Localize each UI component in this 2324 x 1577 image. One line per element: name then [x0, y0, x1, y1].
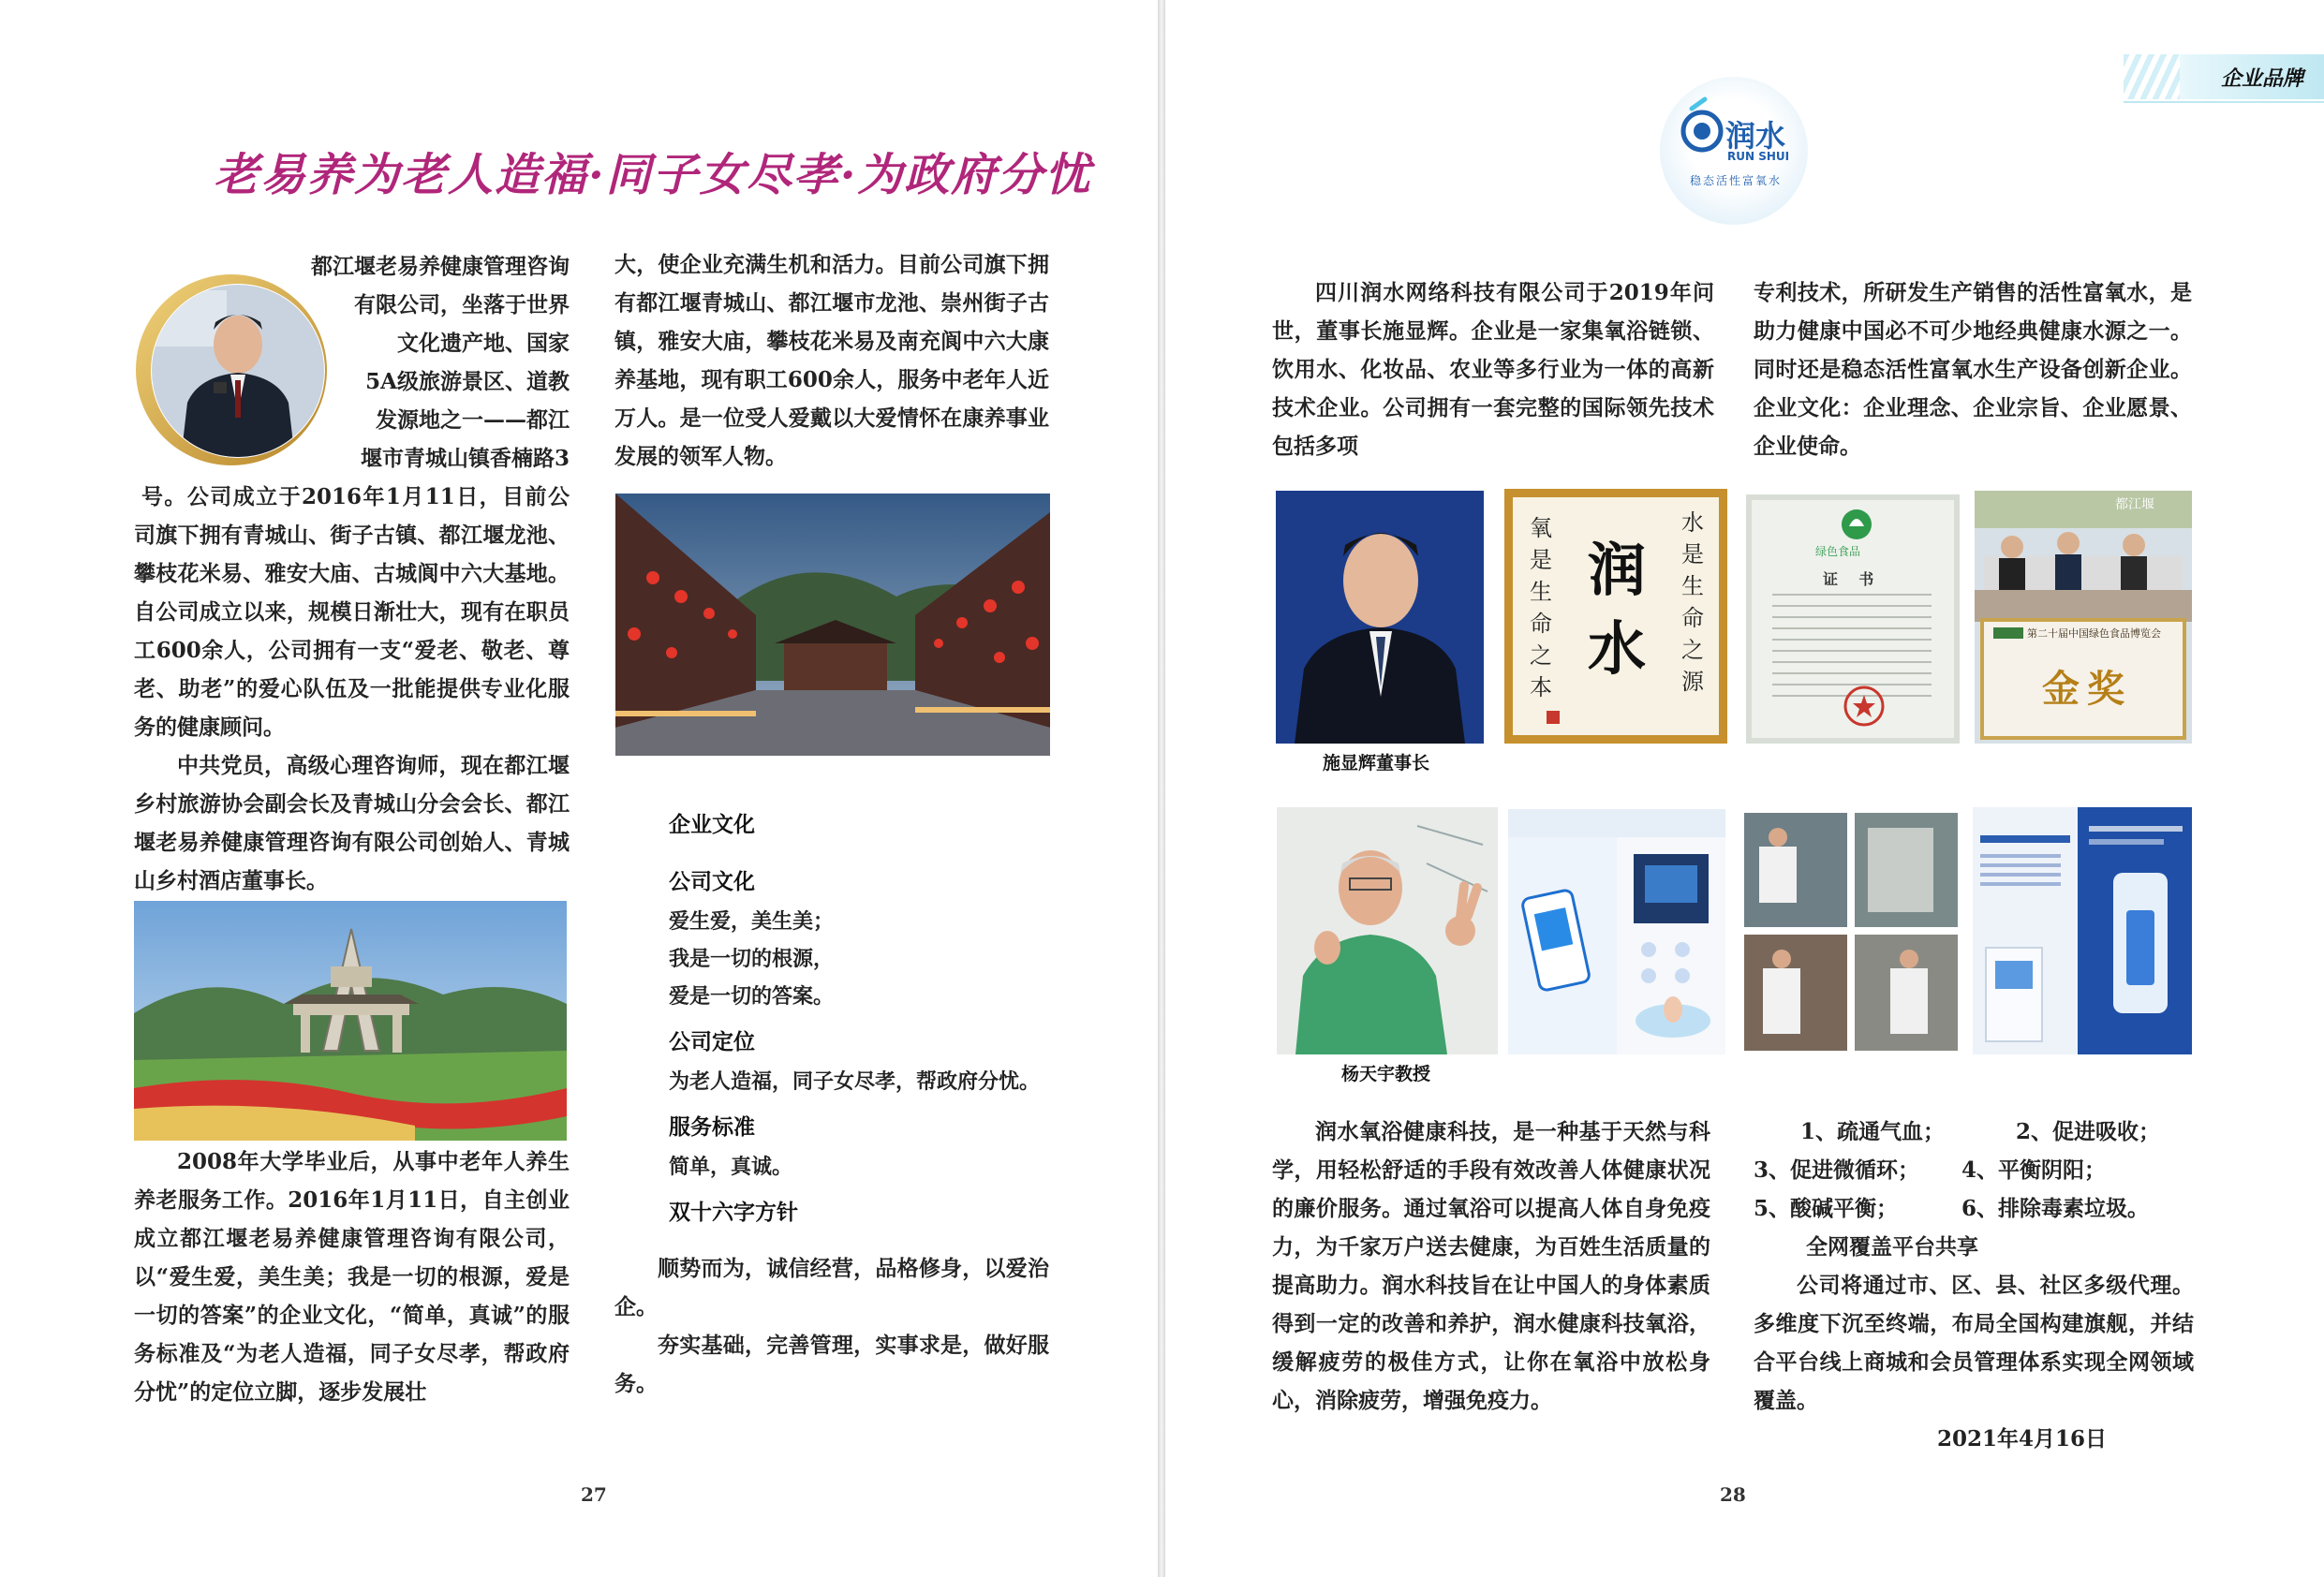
award-prize: 金奖 [2042, 667, 2132, 711]
green-food-certificate [1746, 494, 1960, 744]
section-badge-label: 企业品牌 [2220, 66, 2303, 91]
runshui-intro-text-2: 专利技术，所研发生产销售的活性富氧水，是助力健康中国必不可少地经典健康水源之一。同时还是稳态活性富氧水生产设备创新企业。企业文化：企业理念、企业宗旨、企业愿景、企业使命。 [1754, 280, 2192, 459]
logo-latin: RUN SHUI [1727, 150, 1790, 163]
professor-photo [1277, 807, 1498, 1054]
cert-body [1772, 594, 1932, 697]
page-title: 老易养为老人造福·同子女尽孝·为政府分忧 [214, 149, 1092, 201]
issue-date: 2021年4月16日 [1937, 1426, 2108, 1452]
culture-s3-title: 服务标准 [669, 1114, 755, 1140]
award-sign: 都江堰 [2115, 497, 2154, 512]
intro-line: 文化遗产地、国家 [397, 331, 570, 356]
company-paragraph [134, 478, 570, 900]
career-paragraph-text: 2008年大学毕业后，从事中老年人养生养老服务工作。2016年1月11日，自主创业成立都江堰老易养健康管理咨询有限公司，以“爱生爱，美生美；我是一切的根源，爱是一切的答案”的企业文化，“简单，真诚”的服务标准及“为老人造福，同子女尽孝，帮政府分忧”的定位立脚，逐步发展壮 [134, 1149, 570, 1405]
calligraphy-scroll [1513, 497, 1719, 735]
policy-line-1: 顺势而为，诚信经营，品格修身，以爱治企。 [614, 1256, 1049, 1319]
green-food-icon [1838, 506, 1875, 543]
chairman-photo [1276, 491, 1484, 744]
oxygen-bath-paragraph [1272, 1113, 1710, 1420]
intro-line: 5A级旅游景区、道教 [365, 369, 570, 394]
intro-line: 有限公司，坐落于世界 [354, 292, 570, 317]
left-page [0, 0, 1158, 1577]
section-badge [2124, 54, 2324, 99]
benefit-item: 1、疏通气血； [1800, 1119, 1946, 1144]
culture-s1-line: 我是一切的根源， [669, 947, 835, 971]
runshui-intro-col2 [1754, 273, 2192, 465]
benefits-row [1754, 1151, 2194, 1189]
award-photo [1975, 491, 2192, 744]
professor-caption: 杨天宇教授 [1341, 1064, 1431, 1084]
award-banner: 第二十届中国绿色食品博览会 [2027, 627, 2161, 640]
policy-text [614, 1249, 1049, 1403]
book-spine [1158, 0, 1165, 1577]
intro-line: 发源地之一——都江 [376, 407, 570, 433]
cert-title: 证 书 [1823, 570, 1874, 588]
growth-paragraph-text: 大，使企业充满生机和活力。目前公司旗下拥有都江堰青城山、都江堰市龙池、崇州街子古镇，雅安大庙，攀枝花米易及南充阆中六大康养基地，现有职工600余人，服务中老年人近万人。是一位受人爱戴以大爱情怀在康养事业发展的领军人物。 [614, 252, 1049, 469]
career-paragraph [134, 1142, 570, 1411]
calligraphy-right: 水是生命之源 [1681, 509, 1704, 695]
runshui-intro-text-1: 四川润水网络科技有限公司于2019年问世，董事长施显辉。企业是一家集氧浴链锁、饮用水、化妆品、农业等多行业为一体的高新技术企业。公司拥有一套完整的国际领先技术包括多项 [1272, 280, 1714, 459]
calligraphy-center: 润水 [1587, 536, 1646, 683]
page-number-right: 28 [1720, 1483, 1746, 1506]
intro-block [244, 247, 570, 478]
benefits-row [1754, 1113, 2194, 1151]
platform-title: 全网覆盖平台共享 [1806, 1234, 1978, 1260]
cert-logo-text: 绿色食品 [1815, 545, 1861, 558]
culture-s2-line: 为老人造福，同子女尽孝，帮政府分忧。 [669, 1069, 1041, 1094]
intro-line: 堰市青城山镇香楠路3 [360, 446, 570, 471]
benefit-item: 4、平衡阴阳； [1961, 1157, 2107, 1183]
culture-s1-line: 爱是一切的答案。 [669, 984, 835, 1009]
benefit-item: 6、排除毒素垃圾。 [1961, 1196, 2150, 1221]
growth-paragraph [614, 245, 1049, 476]
page-number-left: 27 [581, 1483, 607, 1506]
badge-stripes [2124, 54, 2180, 99]
calligraphy-frame [1504, 489, 1727, 744]
benefit-item: 2、促进吸收； [2016, 1119, 2161, 1144]
lab-photo-collage [1740, 809, 1961, 1054]
founder-bio: 中共党员，高级心理咨询师，现在都江堰乡村旅游协会副会长及青城山分会会长、都江堰老易养健康管理咨询有限公司创始人、青城山乡村酒店董事长。 [134, 753, 570, 893]
runshui-logo [1660, 77, 1808, 225]
badge-rule [2124, 101, 2324, 103]
app-brochure [1508, 809, 1725, 1054]
chairman-caption: 施显辉董事长 [1323, 753, 1430, 774]
culture-heading: 企业文化 [669, 812, 755, 837]
runshui-intro-col1 [1272, 273, 1714, 465]
benefit-item: 3、促进微循环； [1754, 1157, 1920, 1183]
policy-line-2: 夯实基础，完善管理，实事求是，做好服务。 [614, 1333, 1049, 1396]
culture-s3-line: 简单，真诚。 [669, 1155, 793, 1179]
benefit-item: 5、酸碱平衡； [1754, 1196, 1899, 1221]
culture-s4-title: 双十六字方针 [669, 1200, 798, 1225]
seal-stamp [1547, 711, 1560, 724]
street-photo [615, 494, 1050, 756]
culture-s1-line: 爱生爱，美生美； [669, 909, 835, 934]
company-paragraph-text: 号。公司成立于2016年1月11日，目前公司旗下拥有青城山、街子古镇、都江堰龙池、攀枝花米易、雅安大庙、古城阆中六大基地。自公司成立以来，规模日渐壮大，现有在职员工600余人，公司拥有一支“爱老、敬老、尊老、助老”的爱心队伍及一批能提供专业化服务的健康顾问。 [134, 484, 570, 740]
culture-section [669, 807, 1062, 1231]
benefits-row [1754, 1189, 2194, 1228]
logo-slogan: 稳态活性富氧水 [1690, 174, 1783, 187]
oxygen-bath-text: 润水氧浴健康科技，是一种基于天然与科学，用轻松舒适的手段有效改善人体健康状况的廉价服务。通过氧浴可以提高人体自身免疫力，为千家万户送去健康，为百姓生活质量的提高助力。润水科技旨在让中国人的身体素质得到一定的改善和养护，润水健康科技氧浴，缓解疲劳的极佳方式，让你在氧浴中放松身心，消除疲劳，增强免疫力。 [1272, 1119, 1710, 1413]
intro-line: 都江堰老易养健康管理咨询 [311, 254, 570, 279]
culture-s1-title: 公司文化 [669, 869, 755, 894]
calligraphy-left: 氧是生命之本 [1530, 515, 1552, 700]
park-photo [134, 901, 567, 1141]
logo-name: 润水 [1725, 118, 1786, 154]
benefits-list [1754, 1113, 2194, 1458]
cert-seal-icon [1842, 684, 1887, 729]
product-brochure [1973, 807, 2192, 1054]
culture-s2-title: 公司定位 [669, 1029, 755, 1054]
platform-text: 公司将通过市、区、县、社区多级代理。多维度下沉至终端，布局全国构建旗舰，并结合平台线上商城和会员管理体系实现全网领域覆盖。 [1754, 1273, 2194, 1413]
